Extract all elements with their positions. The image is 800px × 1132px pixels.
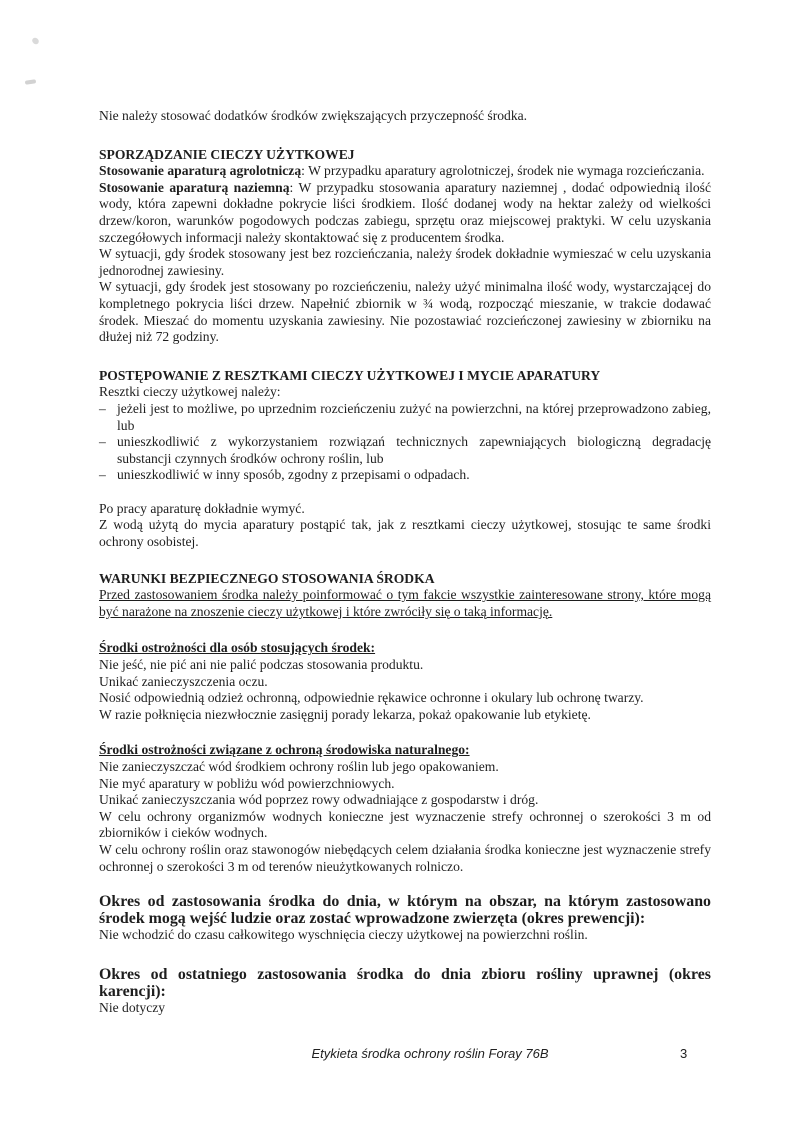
precaution-line: Unikać zanieczyszczenia oczu. xyxy=(99,673,268,689)
grace-period-text: Nie dotyczy xyxy=(99,1000,166,1016)
paragraph-undiluted: W sytuacji, gdy środek stosowany jest bez rozcieńczania, należy środek dokładnie wymieszać w celu uzyskania jednorodnej zawiesiny. xyxy=(99,246,711,278)
safety-notice: Przed zastosowaniem środka należy poinformować o tym fakcie wszystkie zainteresowane strony, które mogą być narażone na znoszenie cieczy użytkowej i które zwróciły się o taką informację. xyxy=(99,587,711,619)
intro-paragraph: Nie należy stosować dodatków środków zwiększających przyczepność środka. xyxy=(99,108,528,123)
section-precautions-environment xyxy=(99,742,711,875)
section-prevention-period xyxy=(99,894,711,944)
paragraph-wash-water: Z wodą użytą do mycia aparatury postąpić tak, jak z resztkami cieczy użytkowej, stosując te same środki ochrony osobistej. xyxy=(99,517,711,550)
section-heading-safety: WARUNKI BEZPIECZNEGO STOSOWANIA ŚRODKA xyxy=(99,570,435,586)
precaution-line: Nie myć aparatury w pobliżu wód powierzchniowych. xyxy=(99,775,395,791)
section-precautions-people xyxy=(99,640,711,723)
precaution-line: Nie zanieczyszczać wód środkiem ochrony roślin lub jego opakowaniem. xyxy=(99,759,499,774)
paragraph-lead: Stosowanie aparaturą agrolotniczą xyxy=(99,163,302,179)
paragraph-text: : W przypadku aparatury agrolotniczej, środek nie wymaga rozcieńczania. xyxy=(301,163,705,179)
subsection-heading-people: Środki ostrożności dla osób stosujących środek: xyxy=(99,640,376,656)
scan-smudge xyxy=(31,36,40,45)
paragraph-diluted: W sytuacji, gdy środek jest stosowany po rozcieńczeniu, należy użyć minimalna ilość wody, wystarczającej do kompletnego pokrycia liści drzew. Napełnić zbiornik w ¾ wodą, rozpocząć mieszanie, w trakcie dodawać środek. Mieszać do momentu uzyskania zawiesiny. Nie pozostawiać rozcieńczonej zawiesiny w zbiorniku na dłużej niż 72 godziny. xyxy=(99,279,711,345)
list-item-text: jeżeli jest to możliwe, po uprzednim rozcieńczeniu zużyć na powierzchni, na której przeprowadzono zabieg, lub xyxy=(117,400,711,433)
paragraph-lead: Stosowanie aparaturą naziemną xyxy=(99,179,290,195)
list-item xyxy=(99,467,711,484)
footer-title: Etykieta środka ochrony roślin Foray 76B xyxy=(311,1046,549,1061)
precaution-line: W razie połknięcia niezwłocznie zasięgnij porady lekarza, pokaż opakowanie lub etykietę. xyxy=(99,706,591,722)
precaution-line: Nosić odpowiednią odzież ochronną, odpowiednie rękawice ochronne i okulary lub ochronę twarzy. xyxy=(99,690,644,706)
paragraph-ground xyxy=(99,180,711,246)
prevention-period-text: Nie wchodzić do czasu całkowitego wyschnięcia cieczy użytkowej na powierzchni roślin. xyxy=(99,927,588,943)
dash-bullet: – xyxy=(99,400,106,416)
precaution-line: W celu ochrony organizmów wodnych konieczne jest wyznaczenie strefy ochronnej o szerokości 3 m od zbiorników i cieków wodnych. xyxy=(99,808,711,841)
dash-bullet: – xyxy=(99,434,106,450)
section-heading-residues: POSTĘPOWANIE Z RESZTKAMI CIECZY UŻYTKOWEJ I MYCIE APARATURY xyxy=(99,367,601,383)
heading-prevention-period: Okres od zastosowania środka do dnia, w którym na obszar, na którym zastosowano środek mogą wejść ludzie oraz zostać wprowadzone zwierzęta (okres prewencji): xyxy=(99,893,711,927)
precaution-line: W celu ochrony roślin oraz stawonogów niebędących celem działania środka konieczne jest wyznaczenie strefy ochronnej o szerokości 3 m od terenów nieużytkowanych rolniczo. xyxy=(99,841,711,874)
page-footer xyxy=(0,1046,800,1068)
section-preparation xyxy=(99,147,711,346)
list-item-text: unieszkodliwić w inny sposób, zgodny z przepisami o odpadach. xyxy=(117,467,470,483)
section-grace-period xyxy=(99,967,711,1017)
list-item-text: unieszkodliwić z wykorzystaniem rozwiązań technicznych zapewniających biologiczną degradację substancji czynnych środków ochrony roślin, lub xyxy=(117,434,711,466)
heading-grace-period: Okres od ostatniego zastosowania środka do dnia zbioru rośliny uprawnej (okres karencji): xyxy=(99,965,711,1000)
page-number: 3 xyxy=(680,1046,688,1061)
precaution-line: Nie jeść, nie pić ani nie palić podczas stosowania produktu. xyxy=(99,657,424,673)
section-residues xyxy=(99,368,711,551)
dash-bullet: – xyxy=(99,467,106,483)
paragraph-text: : W przypadku stosowania aparatury naziemnej , dodać odpowiednią ilość wody, która zapewni dokładne pokrycie liści środkiem. Ilość dodanej wody na hektar zależy od wielkości drzew/koron, warunków pogodowych podczas zabiegu, sprzętu oraz miejscowej praktyki. W celu uzyskania szczegółowych informacji należy skontaktować się z producentem środka. xyxy=(99,179,711,245)
residues-intro: Resztki cieczy użytkowej należy: xyxy=(99,384,281,400)
list-item xyxy=(99,434,711,467)
page-content xyxy=(99,108,711,1017)
scan-smudge xyxy=(25,79,36,84)
section-heading-preparation: SPORZĄDZANIE CIECZY UŻYTKOWEJ xyxy=(99,146,355,162)
precaution-line: Unikać zanieczyszczania wód poprzez rowy odwadniające z gospodarstw i dróg. xyxy=(99,792,539,808)
subsection-heading-environment: Środki ostrożności związane z ochroną środowiska naturalnego: xyxy=(99,742,470,758)
paragraph-aerial xyxy=(99,163,711,180)
paragraph-wash: Po pracy aparaturę dokładnie wymyć. xyxy=(99,500,305,516)
list-item xyxy=(99,401,711,434)
section-safety xyxy=(99,571,711,621)
